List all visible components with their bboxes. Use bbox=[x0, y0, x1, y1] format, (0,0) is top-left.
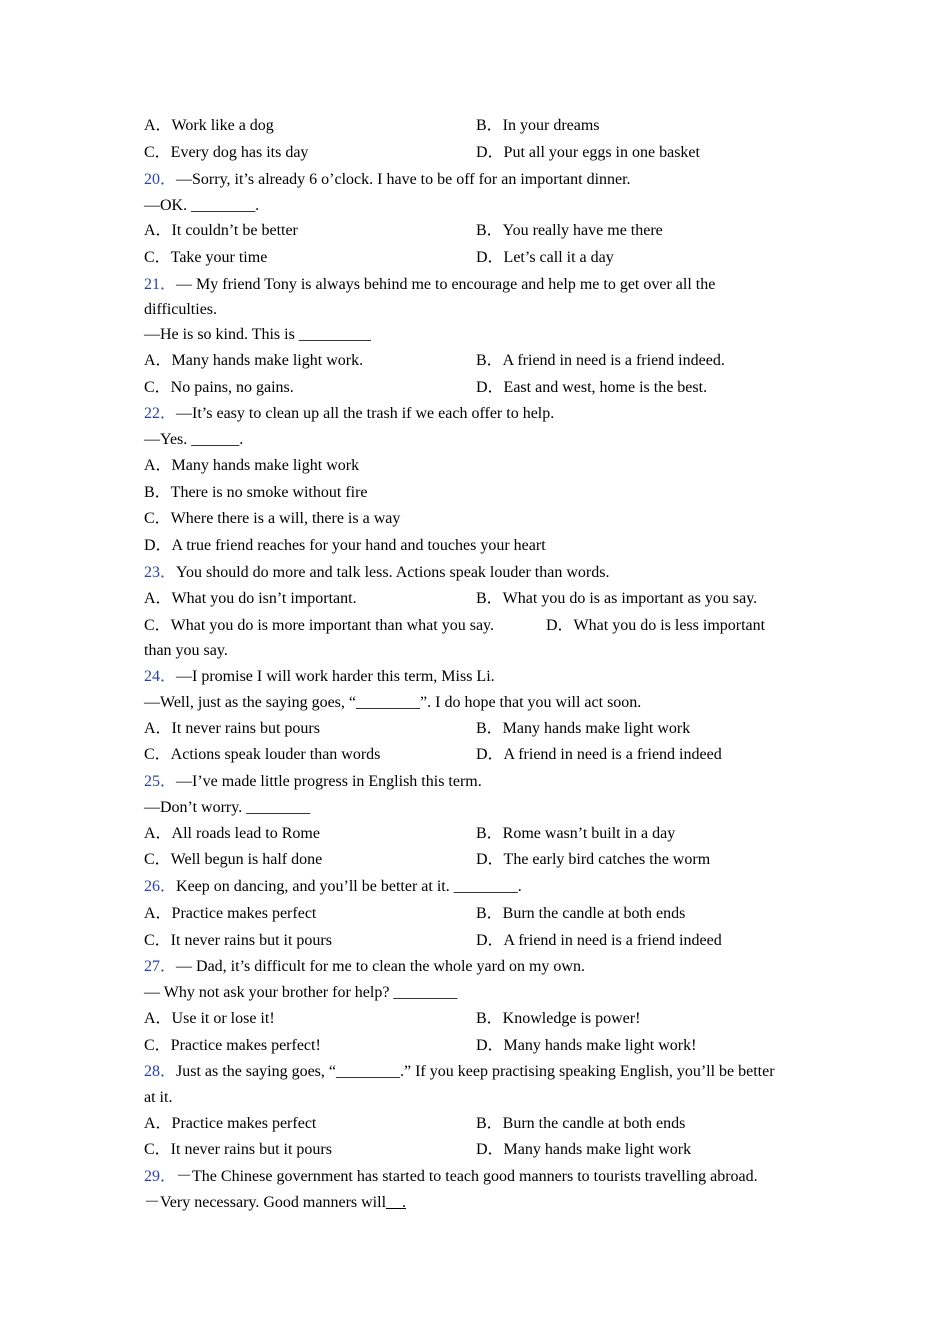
q29-reply: －Very necessary. Good manners will__. bbox=[144, 1194, 407, 1211]
q20-option-b: B．You really have me there bbox=[476, 222, 663, 239]
q20-option-d: D．Let’s call it a day bbox=[476, 249, 614, 266]
q20-stem: 20．—Sorry, it’s already 6 o’clock. I have to be off for an important dinner. bbox=[144, 171, 631, 188]
q28-option-d: D．Many hands make light work bbox=[476, 1141, 692, 1158]
q25-reply: —Don’t worry. ________ bbox=[144, 799, 311, 816]
q28-stem-cont: at it. bbox=[144, 1089, 173, 1106]
q24-option-d: D．A friend in need is a friend indeed bbox=[476, 746, 722, 763]
q20-option-c: C．Take your time bbox=[144, 249, 268, 266]
q21-number: 21． bbox=[144, 276, 177, 293]
q20-option-a: A．It couldn’t be better bbox=[144, 222, 298, 239]
q27-option-d: D．Many hands make light work! bbox=[476, 1037, 697, 1054]
q24-number: 24． bbox=[144, 668, 177, 685]
q21-stem: 21．— My friend Tony is always behind me to encourage and help me to get over all the bbox=[144, 276, 716, 293]
q22-option-c: C．Where there is a will, there is a way bbox=[144, 510, 401, 527]
q27-option-c: C．Practice makes perfect! bbox=[144, 1037, 321, 1054]
q22-stem: 22．—It’s easy to clean up all the trash if we each offer to help. bbox=[144, 405, 555, 422]
q20-reply: —OK. ________. bbox=[144, 197, 260, 214]
q23-number: 23． bbox=[144, 564, 177, 581]
q24-stem: 24．—I promise I will work harder this term, Miss Li. bbox=[144, 668, 495, 685]
q23-option-d-cont: than you say. bbox=[144, 642, 228, 659]
q25-option-c: C．Well begun is half done bbox=[144, 851, 323, 868]
q25-stem: 25．—I’ve made little progress in English this term. bbox=[144, 773, 482, 790]
q25-number: 25． bbox=[144, 773, 177, 790]
q27-reply: — Why not ask your brother for help? ________ bbox=[144, 984, 458, 1001]
q28-number: 28． bbox=[144, 1063, 177, 1080]
q29-blank: __. bbox=[386, 1194, 407, 1211]
q23-option-c: C．What you do is more important than what you say. bbox=[144, 617, 495, 634]
q22-reply: —Yes. ______. bbox=[144, 431, 244, 448]
q28-option-c: C．It never rains but it pours bbox=[144, 1141, 332, 1158]
q21-option-c: C．No pains, no gains. bbox=[144, 379, 294, 396]
q29-number: 29． bbox=[144, 1168, 177, 1185]
q19-option-c: C．Every dog has its day bbox=[144, 144, 309, 161]
q21-option-b: B．A friend in need is a friend indeed. bbox=[476, 352, 725, 369]
q27-option-a: A．Use it or lose it! bbox=[144, 1010, 275, 1027]
q25-option-d: D．The early bird catches the worm bbox=[476, 851, 711, 868]
q20-number: 20． bbox=[144, 171, 177, 188]
q28-stem: 28．Just as the saying goes, “________.” If you keep practising speaking English, you’ll be better bbox=[144, 1063, 775, 1080]
q26-stem: 26．Keep on dancing, and you’ll be better at it. ________. bbox=[144, 878, 522, 895]
q22-option-d: D．A true friend reaches for your hand and touches your heart bbox=[144, 537, 546, 554]
q25-option-a: A．All roads lead to Rome bbox=[144, 825, 320, 842]
q21-option-d: D．East and west, home is the best. bbox=[476, 379, 708, 396]
q24-option-a: A．It never rains but pours bbox=[144, 720, 320, 737]
q19-option-a: A．Work like a dog bbox=[144, 117, 274, 134]
q21-stem-cont: difficulties. bbox=[144, 301, 218, 318]
q22-number: 22． bbox=[144, 405, 177, 422]
q23-option-b: B．What you do is as important as you say. bbox=[476, 590, 758, 607]
q22-option-b: B．There is no smoke without fire bbox=[144, 484, 368, 501]
q23-stem: 23．You should do more and talk less. Actions speak louder than words. bbox=[144, 564, 610, 581]
q27-stem: 27．— Dad, it’s difficult for me to clean the whole yard on my own. bbox=[144, 958, 585, 975]
q26-option-a: A．Practice makes perfect bbox=[144, 905, 317, 922]
q23-option-a: A．What you do isn’t important. bbox=[144, 590, 357, 607]
q23-option-d: D．What you do is less important bbox=[546, 617, 766, 634]
q28-option-b: B．Burn the candle at both ends bbox=[476, 1115, 686, 1132]
q25-option-b: B．Rome wasn’t built in a day bbox=[476, 825, 676, 842]
q21-reply: —He is so kind. This is _________ bbox=[144, 326, 371, 343]
q26-option-c: C．It never rains but it pours bbox=[144, 932, 332, 949]
q24-reply: —Well, just as the saying goes, “________”. I do hope that you will act soon. bbox=[144, 694, 642, 711]
q22-option-a: A．Many hands make light work bbox=[144, 457, 360, 474]
q26-number: 26． bbox=[144, 878, 177, 895]
q24-option-c: C．Actions speak louder than words bbox=[144, 746, 381, 763]
q26-option-d: D．A friend in need is a friend indeed bbox=[476, 932, 722, 949]
q19-option-d: D．Put all your eggs in one basket bbox=[476, 144, 700, 161]
q24-option-b: B．Many hands make light work bbox=[476, 720, 691, 737]
q28-option-a: A．Practice makes perfect bbox=[144, 1115, 317, 1132]
q26-option-b: B．Burn the candle at both ends bbox=[476, 905, 686, 922]
q27-option-b: B．Knowledge is power! bbox=[476, 1010, 641, 1027]
q19-option-b: B．In your dreams bbox=[476, 117, 600, 134]
q27-number: 27． bbox=[144, 958, 177, 975]
q21-option-a: A．Many hands make light work. bbox=[144, 352, 364, 369]
q29-stem: 29．－The Chinese government has started to teach good manners to tourists travelling abroad. bbox=[144, 1168, 758, 1185]
